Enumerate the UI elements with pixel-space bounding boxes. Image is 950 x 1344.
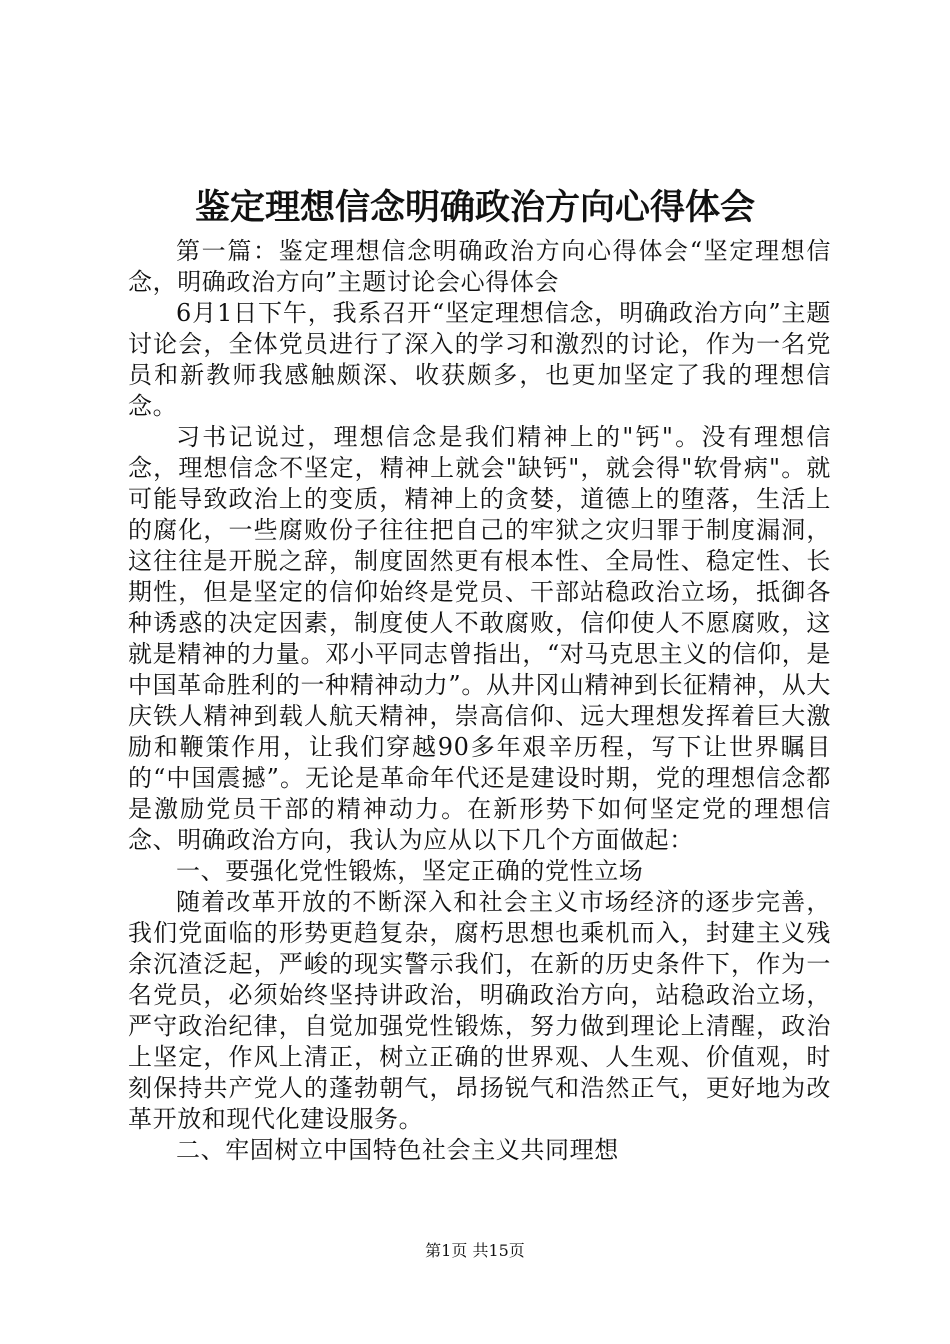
paragraph-meeting: 6月1日下午，我系召开“坚定理想信念，明确政治方向”主题讨论会，全体党员进行了深入的学习和激烈的讨论，作为一名党员和新教师我感触颇深、收获颇多，也更加坚定了我的理想信念。 xyxy=(128,299,831,420)
section-heading-1: 一、要强化党性锻炼，坚定正确的党性立场 xyxy=(176,857,644,885)
paragraph-ideals: 习书记说过，理想信念是我们精神上的"钙"。没有理想信念，理想信念不坚定，精神上就会"缺钙"，就会得"软骨病"。就可能导致政治上的变质，精神上的贪婪，道德上的堕落，生活上的腐化，一些腐败份子往往把自己的牢狱之灾归罪于制度漏洞，这往往是开脱之辞，制度固然更有根本性、全局性、稳定性、长期性，但是坚定的信仰始终是党员、干部站稳政治立场，抵御各种诱惑的决定因素，制度使人不敢腐败，信仰使人不愿腐败，这就是精神的力量。邓小平同志曾指出，“对马克思主义的信仰，是中国革命胜利的一种精神动力”。从井冈山精神到长征精神，从大庆铁人精神到载人航天精神，崇高信仰、远大理想发挥着巨大激励和鞭策作用，让我们穿越90多年艰辛历程，写下让世界瞩目的“中国震撼”。无论是革命年代还是建设时期，党的理想信念都是激励党员干部的精神动力。在新形势下如何坚定党的理想信念、明确政治方向，我认为应从以下几个方面做起： xyxy=(128,423,831,854)
paragraph-intro: 第一篇：鉴定理想信念明确政治方向心得体会“坚定理想信念，明确政治方向”主题讨论会心得体会 xyxy=(128,237,831,296)
paragraph-party-spirit: 随着改革开放的不断深入和社会主义市场经济的逐步完善，我们党面临的形势更趋复杂，腐朽思想也乘机而入，封建主义残余沉渣泛起，严峻的现实警示我们，在新的历史条件下，作为一名党员，必须始终坚持讲政治，明确政治方向，站稳政治立场，严守政治纪律，自觉加强党性锻炼，努力做到理论上清醒，政治上坚定，作风上清正，树立正确的世界观、人生观、价值观，时刻保持共产党人的蓬勃朝气，昂扬锐气和浩然正气，更好地为改革开放和现代化建设服务。 xyxy=(128,888,831,1133)
section-heading-2: 二、牢固树立中国特色社会主义共同理想 xyxy=(176,1136,619,1164)
page-number-footer: 第1页 共15页 xyxy=(425,1241,525,1260)
document-body xyxy=(128,236,831,1166)
document-title: 鉴定理想信念明确政治方向心得体会 xyxy=(194,187,755,228)
